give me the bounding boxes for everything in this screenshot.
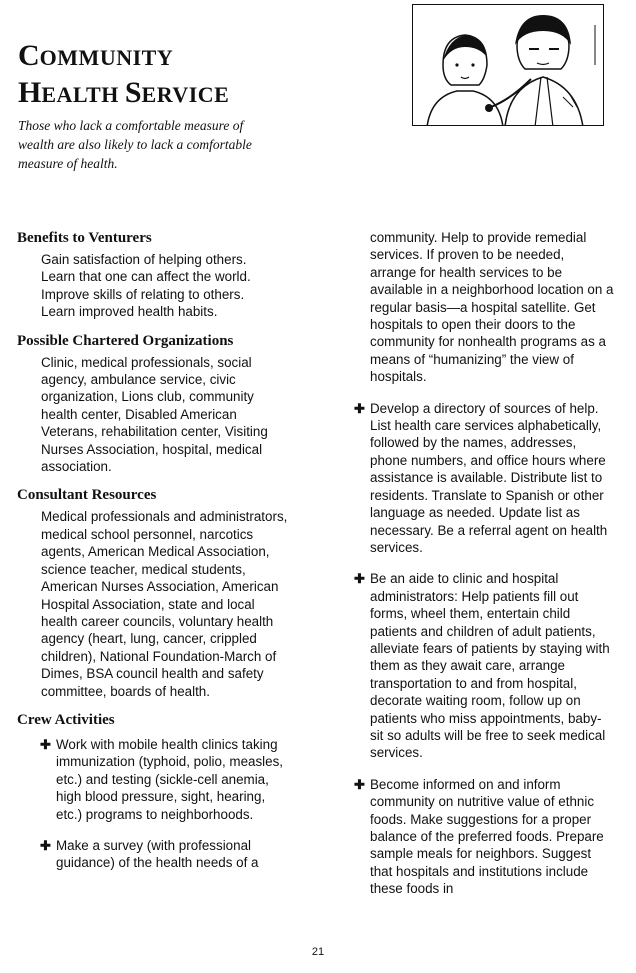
benefits-heading: Benefits to Venturers bbox=[17, 230, 152, 246]
cross-bullet-icon: ✚ bbox=[354, 571, 365, 587]
list-item: Gain satisfaction of helping others. bbox=[41, 252, 247, 267]
title-rest: EALTH bbox=[41, 82, 125, 107]
list-item-text: Be an aide to clinic and hospital administrators: Help patients fill out forms, wheel them, entertain child patients and children of adult patients, alleviate fears of patients by staying with them as they await care, arrange transportation to and from hospital, decorate waiting room, follow up on patients who miss appointments, baby-sit so adults will be free to seek medical services. bbox=[370, 571, 610, 761]
cross-bullet-icon: ✚ bbox=[40, 837, 51, 853]
crew-section bbox=[17, 710, 292, 872]
continuation-text: community. Help to provide remedial services. If proven to be needed, arrange for health services to be available in a neighborhood location on a regular basis—a hospital satellite. Get hospitals to open their doors to the community for nonhealth programs as a means of “humanizing” the view of hospitals. bbox=[370, 230, 614, 385]
consultants-section bbox=[17, 485, 292, 699]
page-title bbox=[18, 40, 229, 114]
list-item bbox=[40, 736, 292, 823]
organizations-text: Clinic, medical professionals, social agency, ambulance service, civic organization, Lions club, community health center, Disabled American Veterans, rehabilitation center, Visiting Nurses Association, hospital, medical association. bbox=[41, 354, 268, 475]
benefits-list bbox=[41, 251, 292, 321]
cross-bullet-icon: ✚ bbox=[354, 400, 365, 416]
list-item bbox=[354, 776, 614, 898]
list-item bbox=[354, 400, 614, 557]
list-item bbox=[40, 837, 292, 872]
title-rest: OMMUNITY bbox=[39, 45, 174, 70]
benefits-section bbox=[17, 228, 292, 321]
right-column bbox=[354, 229, 614, 912]
crew-list bbox=[40, 736, 292, 872]
doctor-patient-illustration bbox=[412, 4, 604, 126]
list-item bbox=[354, 570, 614, 761]
title-initial: S bbox=[124, 76, 142, 109]
list-item: Learn improved health habits. bbox=[41, 304, 218, 320]
list-item: Learn that one can affect the world. bbox=[41, 269, 251, 285]
page-subtitle: Those who lack a comfortable measure of wealth are also likely to lack a comfortable measure of health. bbox=[18, 118, 252, 171]
page-number: 21 bbox=[311, 946, 325, 958]
cross-bullet-icon: ✚ bbox=[40, 736, 51, 752]
organizations-section bbox=[17, 331, 292, 476]
title-initial: C bbox=[18, 39, 40, 72]
list-item-text: Work with mobile health clinics taking immunization (typhoid, polio, measles, etc.) and testing (sickle-cell anemia, high blood pressure, sight, hearing, etc.) programs to neighborhoods. bbox=[56, 736, 284, 822]
list-item-text: Make a survey (with professional guidance) of the health needs of a bbox=[56, 837, 259, 871]
left-column bbox=[17, 228, 292, 886]
list-item: Improve skills of relating to others. bbox=[41, 286, 245, 302]
cross-bullet-icon: ✚ bbox=[354, 776, 365, 792]
organizations-heading: Possible Chartered Organizations bbox=[17, 332, 234, 349]
list-item-text: Become informed on and inform community on nutritive value of ethnic foods. Make suggestions for a proper balance of the preferred foods. Prepare sample meals for neighbors. Suggest that hospitals and institutions include these foods in bbox=[370, 776, 604, 897]
consultants-text: Medical professionals and administrators, medical school personnel, narcotics agents, American Medical Association, science teacher, medical students, American Nurses Association, American Hospital Association, state and local health career councils, voluntary health agency (heart, lung, cancer, crippled children), National Foundation-March of Dimes, BSA council health and safety committee, boards of health. bbox=[41, 509, 288, 699]
crew-heading: Crew Activities bbox=[17, 711, 115, 728]
consultants-heading: Consultant Resources bbox=[17, 487, 157, 504]
title-initial: H bbox=[18, 76, 42, 109]
title-rest: ERVICE bbox=[141, 82, 230, 107]
list-item-text: Develop a directory of sources of help. List health care services alphabetically, followed by the names, addresses, phone numbers, and office hours where assistance is available. Distribute list to residents. Translate to Spanish or other language as needed. Update list as necessary. Be a referral agent on health services. bbox=[370, 400, 608, 555]
